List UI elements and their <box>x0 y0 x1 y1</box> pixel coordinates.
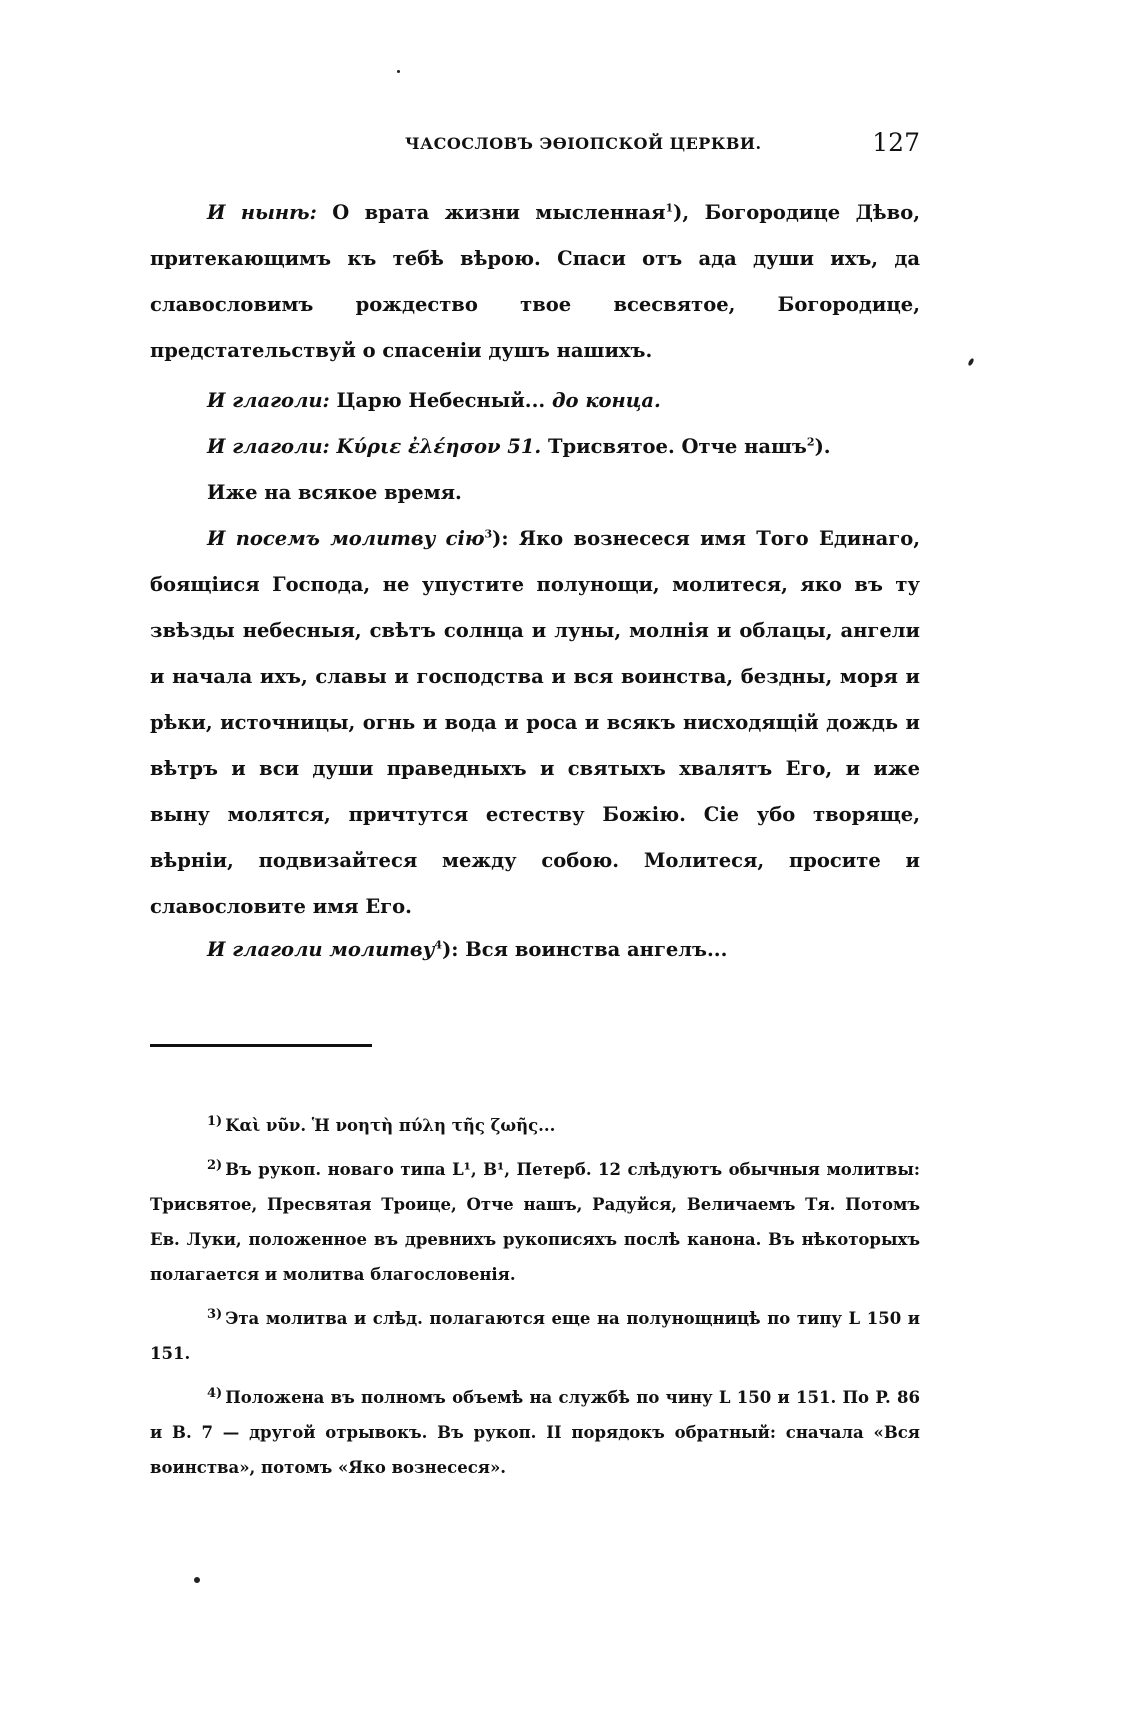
footnote-number: 1) <box>207 1113 223 1129</box>
rubric-lines <box>150 378 920 930</box>
footnote-ref: 2 <box>806 435 815 449</box>
line-3 <box>150 424 920 470</box>
footnote-ref: 4 <box>434 938 443 952</box>
text: О врата жизни мысленная <box>316 201 666 224</box>
rubric: И нынѣ: <box>207 201 317 224</box>
text: Царю Небесный... <box>329 389 552 412</box>
rubric: И посемъ молитву сію <box>207 527 485 550</box>
footnote-text: Эта молитва и слѣд. полагаются еще на полунощницѣ по типу L 150 и 151. <box>150 1309 920 1363</box>
footnote-text: Положена въ полномъ объемѣ на службѣ по чину L 150 и 151. По P. 86 и B. 7 — другой отрывокъ. Въ рукоп. II порядокъ обратный: сначала «Вся воинства», потомъ «Яко вознесеся». <box>150 1388 920 1477</box>
footnote-number: 2) <box>207 1157 223 1173</box>
paragraph-5 <box>150 516 920 930</box>
footnote-1 <box>150 1108 920 1143</box>
rubric: И глаголи: <box>207 389 330 412</box>
footnote-2 <box>150 1152 920 1292</box>
rubric: И глаголи молитву <box>207 938 435 961</box>
footnote-separator <box>150 1044 372 1047</box>
page-number: 127 <box>872 128 920 157</box>
line-6 <box>150 927 920 973</box>
line-2 <box>150 378 920 424</box>
footnote-4 <box>150 1380 920 1485</box>
footnote-ref: 1 <box>665 201 674 215</box>
scan-speck <box>967 358 974 367</box>
rubric: И глаголи: <box>207 435 330 458</box>
text: Иже на всякое время. <box>207 481 462 504</box>
greek-text: Κύριε ἐλέησον 51. <box>329 435 542 458</box>
footnote-number: 4) <box>207 1385 223 1401</box>
closing-line <box>150 927 920 973</box>
text: ): Вся воинства ангелъ... <box>442 938 728 961</box>
text: ), Богородице Дѣво, притекающимъ къ тебѣ вѣрою. Спаси отъ ада души ихъ, да славословимъ рождество твое всесвятое, Богородице, предстательствуй о спасеніи душъ нашихъ. <box>150 201 920 362</box>
footnote-text: Καὶ νῦν. Ἡ νοητὴ πύλη τῆς ζωῆς... <box>225 1116 556 1135</box>
scan-speck <box>397 70 400 73</box>
text: ). <box>814 435 831 458</box>
footnote-text: Въ рукоп. новаго типа L¹, B¹, Петерб. 12 слѣдуютъ обычныя молитвы: Трисвятое, Пресвятая Троице, Отче нашъ, Радуйся, Величаемъ Тя. Потомъ Ев. Луки, положенное въ древнихъ рукописяхъ послѣ канона. Въ нѣкоторыхъ полагается и молитва благословенія. <box>150 1160 920 1284</box>
text: ): Яко вознесеся имя Того Единаго, боящіися Господа, не упустите полунощи, молитеся, яко въ ту звѣзды небесныя, свѣтъ солнца и луны, молнія и облацы, ангели и начала ихъ, славы и господства и вся воинства, бездны, моря и рѣки, источницы, огнь и вода и роса и всякъ нисходящій дождь и вѣтръ и вси души праведныхъ и святыхъ хвалятъ Его, и иже выну молятся, причтутся естеству Божію. Сіе убо творяще, вѣрніи, подвизайтеся между собою. Молитеся, просите и славословите имя Его. <box>150 527 920 918</box>
main-text <box>150 190 920 374</box>
running-title: ЧАСОСЛОВЪ ЭѲІОПСКОЙ ЦЕРКВИ. <box>405 134 762 153</box>
scan-speck <box>194 1577 200 1583</box>
footnote-3 <box>150 1301 920 1371</box>
paragraph-1 <box>150 190 920 374</box>
footnote-ref: 3 <box>484 527 493 541</box>
text: Трисвятое. Отче нашъ <box>541 435 807 458</box>
page-header <box>150 128 920 168</box>
footnote-number: 3) <box>207 1306 223 1322</box>
footnotes <box>150 1108 920 1494</box>
line-4 <box>150 470 920 516</box>
rubric: до конца. <box>551 389 661 412</box>
